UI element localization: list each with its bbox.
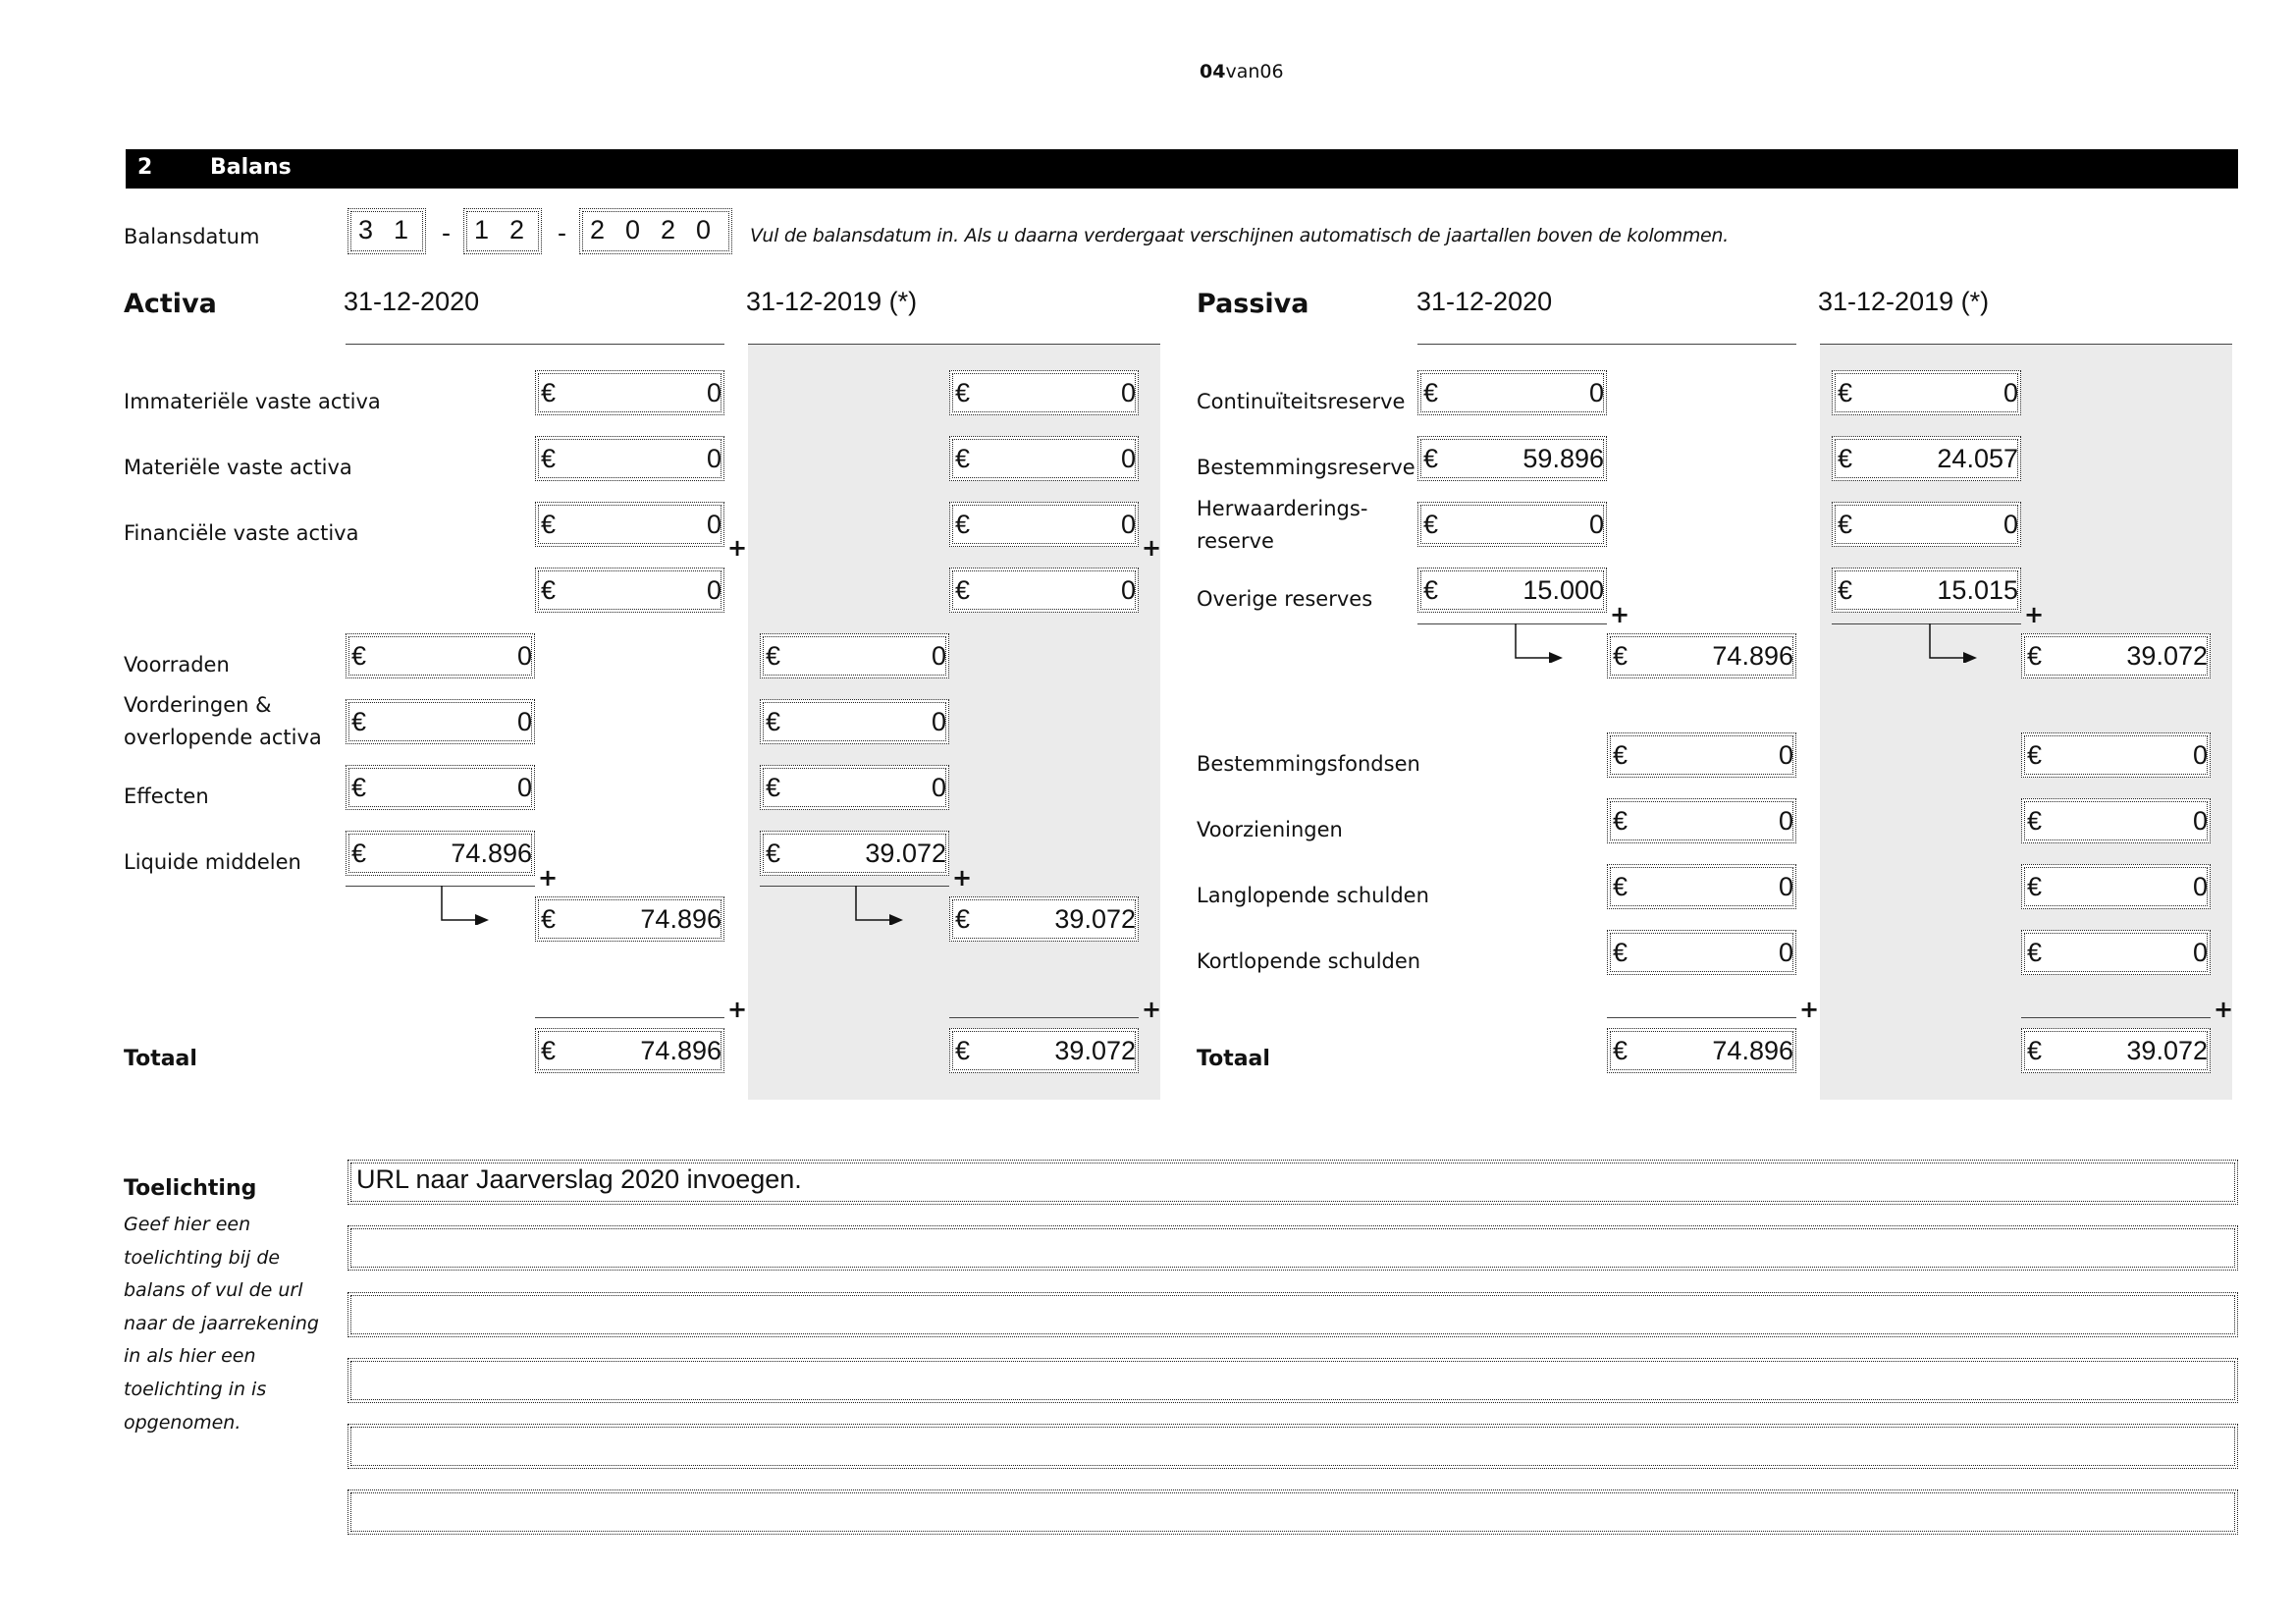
- amount-input[interactable]: € 59.896: [1417, 436, 1607, 481]
- amount-input[interactable]: € 0: [346, 633, 535, 678]
- subtotal-field: € 39.072: [2021, 633, 2211, 678]
- date-dash: -: [442, 218, 451, 247]
- amount-input[interactable]: € 0: [1607, 732, 1796, 778]
- subtotal-field: € 39.072: [949, 896, 1139, 942]
- amount-input[interactable]: € 0: [535, 502, 724, 547]
- sum-rule: [949, 1017, 1139, 1018]
- activa-date-prior: 31-12-2019 (*): [746, 287, 918, 316]
- total-field: € 74.896: [1607, 1028, 1796, 1073]
- amount-input[interactable]: € 0: [1607, 930, 1796, 975]
- plus-sign: +: [538, 864, 559, 892]
- sum-rule: [2021, 1017, 2211, 1018]
- activa-total-label: Totaal: [124, 1047, 197, 1071]
- subtotal-field: € 0: [535, 568, 724, 613]
- toelichting-input[interactable]: [347, 1292, 2238, 1337]
- amount-input[interactable]: € 0: [760, 765, 949, 810]
- activa-label: Effecten: [124, 785, 209, 808]
- section-number: 2: [137, 155, 153, 180]
- toelichting-input[interactable]: [347, 1489, 2238, 1535]
- header-rule: [1417, 344, 1796, 345]
- amount-input[interactable]: € 0: [535, 370, 724, 415]
- amount-input[interactable]: € 0: [2021, 798, 2211, 843]
- year-input[interactable]: 2 0 2 0: [579, 208, 732, 254]
- activa-label: Voorraden: [124, 653, 230, 677]
- passiva-title: Passiva: [1197, 289, 1309, 319]
- passiva-date-current: 31-12-2020: [1416, 287, 1553, 316]
- passiva-label: Bestemmingsfondsen: [1197, 752, 1420, 776]
- passiva-label: reserve: [1197, 529, 1274, 553]
- arrow-icon: [1512, 623, 1567, 663]
- amount-input[interactable]: € 0: [1417, 370, 1607, 415]
- amount-input[interactable]: € 15.015: [1832, 568, 2021, 613]
- subtotal-field: € 74.896: [535, 896, 724, 942]
- amount-input[interactable]: € 0: [346, 765, 535, 810]
- activa-title: Activa: [124, 289, 217, 319]
- plus-sign: +: [952, 864, 973, 892]
- amount-input[interactable]: € 39.072: [760, 831, 949, 876]
- toelichting-input[interactable]: [347, 1358, 2238, 1403]
- plus-sign: +: [2024, 601, 2045, 628]
- amount-input[interactable]: € 0: [1607, 864, 1796, 909]
- plus-sign: +: [1142, 996, 1162, 1023]
- passiva-label: Langlopende schulden: [1197, 884, 1429, 907]
- balansdatum-label: Balansdatum: [124, 225, 260, 248]
- arrow-icon: [438, 886, 493, 925]
- plus-sign: +: [1610, 601, 1630, 628]
- passiva-label: Kortlopende schulden: [1197, 949, 1421, 973]
- toelichting-input[interactable]: [347, 1225, 2238, 1271]
- activa-date-current: 31-12-2020: [344, 287, 480, 316]
- day-input[interactable]: 3 1: [347, 208, 426, 254]
- activa-label: overlopende activa: [124, 726, 322, 749]
- amount-input[interactable]: € 0: [949, 436, 1139, 481]
- amount-input[interactable]: € 0: [1832, 502, 2021, 547]
- passiva-date-prior: 31-12-2019 (*): [1818, 287, 1990, 316]
- section-bar: [126, 149, 2238, 189]
- subtotal-field: € 74.896: [1607, 633, 1796, 678]
- amount-input[interactable]: € 74.896: [346, 831, 535, 876]
- toelichting-input[interactable]: URL naar Jaarverslag 2020 invoegen.: [347, 1160, 2238, 1205]
- passiva-total-label: Totaal: [1197, 1047, 1270, 1071]
- plus-sign: +: [1142, 534, 1162, 562]
- amount-input[interactable]: € 15.000: [1417, 568, 1607, 613]
- sum-rule: [535, 1017, 724, 1018]
- passiva-label: Overige reserves: [1197, 587, 1373, 611]
- total-field: € 74.896: [535, 1028, 724, 1073]
- amount-input[interactable]: € 0: [2021, 930, 2211, 975]
- passiva-label: Continuïteitsreserve: [1197, 390, 1406, 413]
- total-field: € 39.072: [2021, 1028, 2211, 1073]
- amount-input[interactable]: € 0: [1832, 370, 2021, 415]
- plus-sign: +: [727, 534, 748, 562]
- month-input[interactable]: 1 2: [463, 208, 542, 254]
- total-field: € 39.072: [949, 1028, 1139, 1073]
- header-rule: [346, 344, 724, 345]
- amount-input[interactable]: € 0: [760, 633, 949, 678]
- section-title: Balans: [210, 155, 292, 180]
- plus-sign: +: [1799, 996, 1820, 1023]
- toelichting-input[interactable]: [347, 1424, 2238, 1469]
- sum-rule: [1607, 1017, 1796, 1018]
- activa-label: Immateriële vaste activa: [124, 390, 381, 413]
- activa-label: Vorderingen &: [124, 693, 272, 717]
- amount-input[interactable]: € 0: [2021, 864, 2211, 909]
- amount-input[interactable]: € 0: [535, 436, 724, 481]
- amount-input[interactable]: € 0: [1417, 502, 1607, 547]
- amount-input[interactable]: € 24.057: [1832, 436, 2021, 481]
- balansdatum-hint: Vul de balansdatum in. Als u daarna verdergaat verschijnen automatisch de jaartallen boven de kolommen.: [750, 225, 1729, 246]
- page-number: 04van06: [1200, 61, 1284, 82]
- amount-input[interactable]: € 0: [1607, 798, 1796, 843]
- toelichting-hint: Geef hier een toelichting bij de balans of vul de url naar de jaarrekening in als hier een toelichting in is opgenomen.: [124, 1214, 319, 1434]
- passiva-label: Herwaarderings-: [1197, 497, 1368, 520]
- date-dash: -: [558, 218, 566, 247]
- amount-input[interactable]: € 0: [2021, 732, 2211, 778]
- plus-sign: +: [727, 996, 748, 1023]
- arrow-icon: [852, 886, 907, 925]
- activa-label: Liquide middelen: [124, 850, 301, 874]
- plus-sign: +: [2214, 996, 2234, 1023]
- header-rule: [1820, 344, 2232, 345]
- amount-input[interactable]: € 0: [949, 370, 1139, 415]
- header-rule: [748, 344, 1160, 345]
- amount-input[interactable]: € 0: [760, 699, 949, 744]
- amount-input[interactable]: € 0: [949, 502, 1139, 547]
- passiva-label: Bestemmingsreserve: [1197, 456, 1415, 479]
- activa-label: Financiële vaste activa: [124, 521, 359, 545]
- toelichting-label: Toelichting: [124, 1176, 257, 1201]
- activa-label: Materiële vaste activa: [124, 456, 352, 479]
- passiva-label: Voorzieningen: [1197, 818, 1343, 841]
- arrow-icon: [1926, 623, 1981, 663]
- amount-input[interactable]: € 0: [346, 699, 535, 744]
- subtotal-field: € 0: [949, 568, 1139, 613]
